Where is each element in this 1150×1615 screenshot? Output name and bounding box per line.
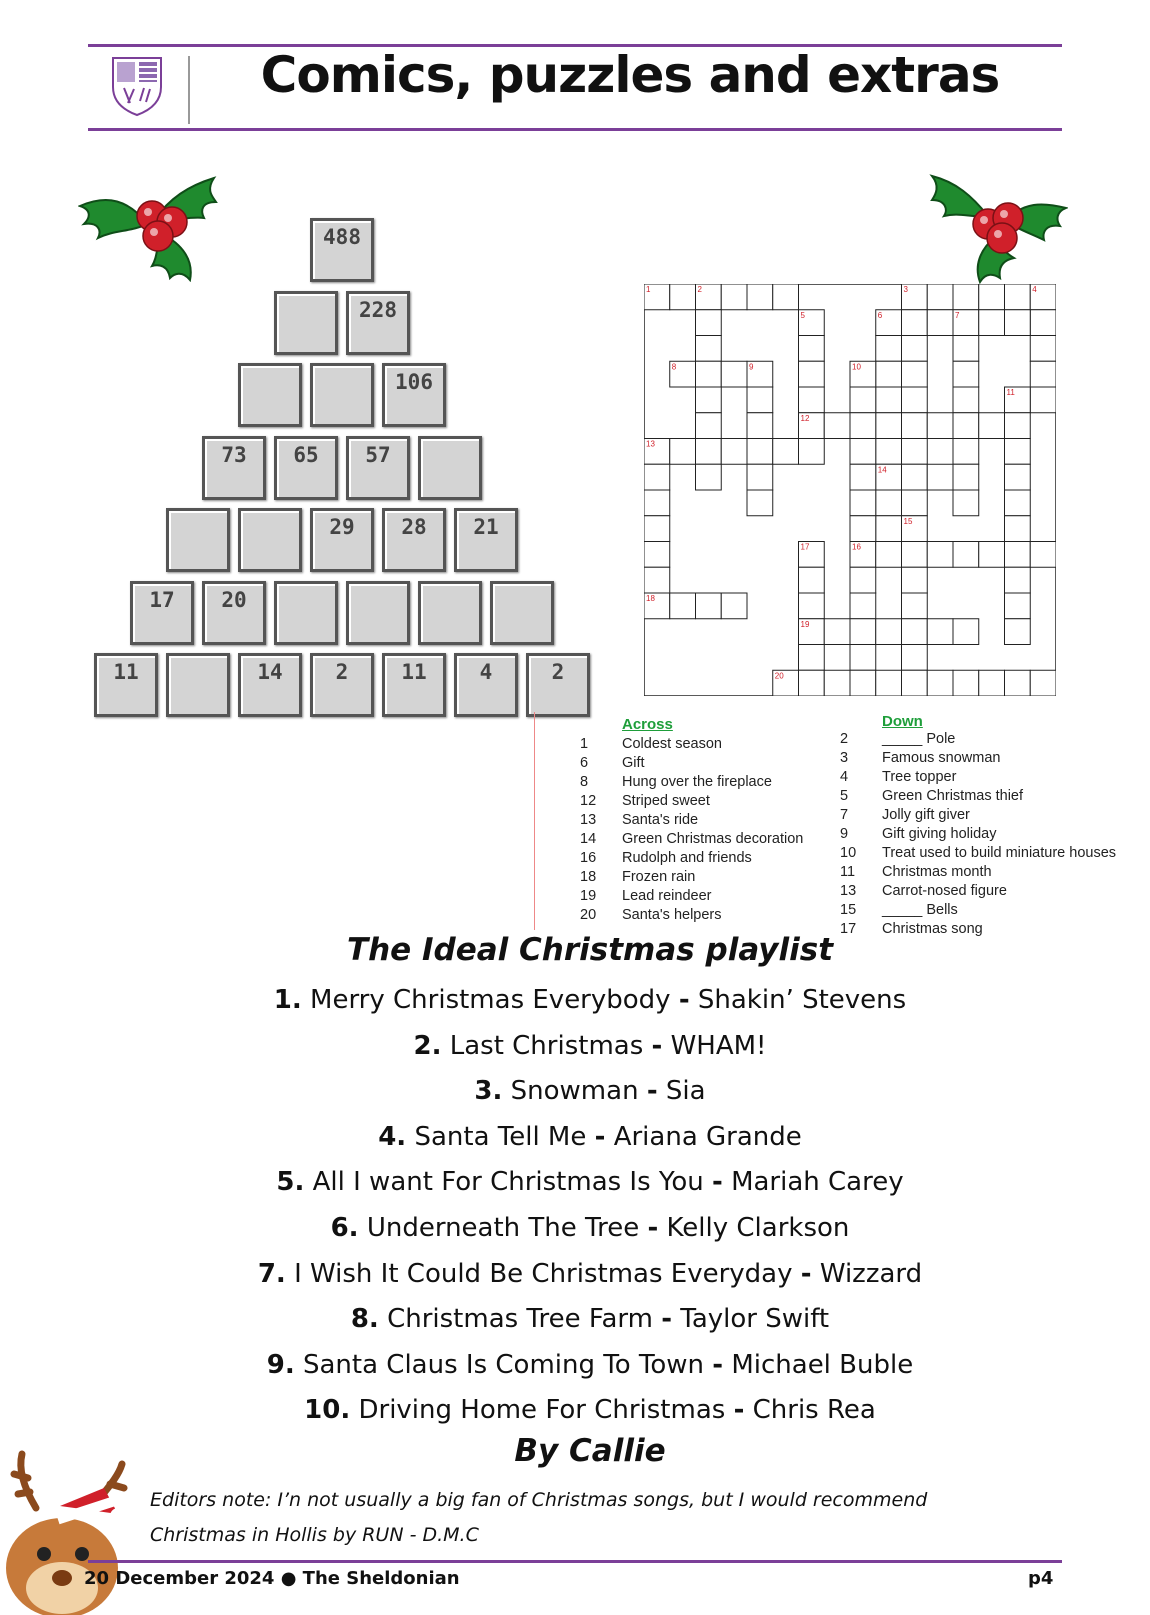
playlist-num: 5. <box>276 1167 305 1198</box>
clue-number: 10 <box>840 845 857 861</box>
footer-rule <box>88 1560 1062 1563</box>
playlist-artist: Wizzard <box>819 1258 923 1289</box>
crossword-cell[interactable] <box>1005 310 1031 336</box>
crossword-number: 19 <box>800 619 810 629</box>
pyramid-cell: 29 <box>310 508 374 572</box>
down-clue <box>840 845 1140 864</box>
playlist-item <box>160 985 1020 1015</box>
crossword-cell[interactable] <box>979 542 1005 568</box>
crossword-cell[interactable] <box>876 516 902 542</box>
playlist-item <box>160 1167 1020 1197</box>
pyramid-cell: 20 <box>202 581 266 645</box>
clue-number: 16 <box>580 850 597 866</box>
crossword-cell[interactable] <box>696 361 722 387</box>
clue-number: 3 <box>840 750 849 766</box>
crossword-cell[interactable] <box>799 336 825 362</box>
playlist-sep: - <box>651 1030 663 1061</box>
crossword-cell[interactable] <box>799 387 825 413</box>
crossword-cell[interactable] <box>902 542 928 568</box>
crossword-cell[interactable] <box>1005 490 1031 516</box>
across-clue <box>580 774 840 793</box>
crossword-cell[interactable] <box>850 439 876 465</box>
crossword-cell[interactable] <box>721 439 747 465</box>
crossword-cell[interactable] <box>696 593 722 619</box>
crossword-number: 18 <box>646 594 655 603</box>
crossword-cell[interactable] <box>902 310 928 336</box>
crossword-cell[interactable] <box>927 310 953 336</box>
crossword-cell[interactable] <box>902 645 928 671</box>
crossword-cell[interactable] <box>902 413 928 439</box>
crossword-cell[interactable] <box>1005 413 1031 439</box>
clue-number: 9 <box>840 826 849 842</box>
crossword-cell[interactable] <box>696 439 722 465</box>
footer-issue-info: 20 December 2024 ● The Sheldonian <box>84 1568 460 1589</box>
crossword-number: 4 <box>1032 285 1037 294</box>
crossword-cell[interactable] <box>1005 284 1031 310</box>
crossword-cell[interactable] <box>747 439 773 465</box>
crossword-cell[interactable] <box>824 619 850 645</box>
clue-text: Christmas song <box>882 921 983 937</box>
clue-text: Green Christmas decoration <box>622 831 804 847</box>
crossword-cell[interactable] <box>850 670 876 696</box>
crossword-cell[interactable] <box>747 464 773 490</box>
crossword-cell[interactable] <box>799 567 825 593</box>
playlist-song: Christmas Tree Farm <box>387 1304 653 1335</box>
pyramid-cell <box>418 581 482 645</box>
crossword-cell[interactable] <box>876 413 902 439</box>
page-title: Comics, puzzles and extras <box>260 46 1000 104</box>
crossword-cell[interactable] <box>953 542 979 568</box>
crossword-cell[interactable] <box>696 387 722 413</box>
crossword-cell[interactable] <box>1030 542 1056 568</box>
crossword-cell[interactable] <box>876 387 902 413</box>
crossword-cell[interactable] <box>1005 516 1031 542</box>
clue-number: 11 <box>840 864 856 880</box>
crossword-cell[interactable] <box>799 645 825 671</box>
playlist-item <box>160 1304 1020 1334</box>
crossword-cell[interactable] <box>1030 310 1056 336</box>
clue-text: Coldest season <box>622 736 722 752</box>
across-heading: Across <box>622 716 673 733</box>
crossword-cell[interactable] <box>979 670 1005 696</box>
crossword-number: 10 <box>852 362 861 372</box>
across-clues <box>580 716 840 926</box>
playlist-num: 8. <box>350 1304 379 1335</box>
crossword-cell[interactable] <box>799 439 825 465</box>
header-divider <box>188 56 190 124</box>
crossword-cell[interactable] <box>850 619 876 645</box>
clue-number: 8 <box>580 774 589 790</box>
crossword-cell[interactable] <box>773 439 799 465</box>
crossword-cell[interactable] <box>1030 670 1056 696</box>
crossword-cell[interactable] <box>953 464 979 490</box>
crossword-number: 16 <box>852 542 861 552</box>
crossword-cell[interactable] <box>1005 464 1031 490</box>
crossword-number: 1 <box>646 285 651 294</box>
playlist-song: Underneath The Tree <box>366 1213 640 1243</box>
playlist-num: 2. <box>413 1030 442 1061</box>
clue-text: Gift <box>622 755 645 771</box>
crossword-cell[interactable] <box>670 593 696 619</box>
playlist-item <box>160 1031 1020 1061</box>
clue-text: Hung over the fireplace <box>622 774 772 790</box>
clue-number: 1 <box>580 736 589 752</box>
pyramid-cell: 228 <box>346 291 410 355</box>
pyramid-cell <box>274 581 338 645</box>
crossword-cell[interactable] <box>1005 542 1031 568</box>
playlist-num: 6. <box>330 1213 359 1243</box>
crossword-cell[interactable] <box>953 670 979 696</box>
crossword-cell[interactable] <box>747 490 773 516</box>
crossword-number: 12 <box>800 413 810 423</box>
crossword-cell[interactable] <box>953 361 979 387</box>
clue-text: Santa's ride <box>622 812 699 828</box>
crossword-cell[interactable] <box>696 464 722 490</box>
pyramid-cell: 11 <box>382 653 446 717</box>
footer-page-number: p4 <box>1028 1568 1054 1589</box>
clue-text: Famous snowman <box>882 750 1001 766</box>
across-clue <box>580 793 840 812</box>
crossword-cell[interactable] <box>876 542 902 568</box>
crossword-cell[interactable] <box>799 670 825 696</box>
playlist-item <box>160 1350 1020 1380</box>
playlist-song: Driving Home For Christmas <box>358 1395 726 1426</box>
playlist-artist: Mariah Carey <box>731 1167 904 1198</box>
crossword-cell[interactable] <box>696 336 722 362</box>
crossword-cell[interactable] <box>747 284 773 310</box>
down-heading: Down <box>882 713 923 730</box>
playlist-song: Santa Claus Is Coming To Town <box>303 1349 704 1380</box>
pyramid-cell: 17 <box>130 581 194 645</box>
across-clue <box>580 831 840 850</box>
down-clues <box>840 713 1140 940</box>
crossword-cell[interactable] <box>644 567 670 593</box>
crossword-cell[interactable] <box>1030 361 1056 387</box>
crossword-cell[interactable] <box>773 284 799 310</box>
crossword-cell[interactable] <box>953 439 979 465</box>
playlist-sep: - <box>800 1258 812 1289</box>
crossword-number: 15 <box>903 516 913 526</box>
clue-text: Frozen rain <box>622 869 696 885</box>
crossword-cell[interactable] <box>850 567 876 593</box>
clue-text: Green Christmas thief <box>882 788 1024 804</box>
playlist-artist: Ariana Grande <box>613 1121 802 1152</box>
crossword-cell[interactable] <box>876 336 902 362</box>
playlist-item <box>160 1122 1020 1152</box>
clue-divider <box>534 712 535 930</box>
crossword-cell[interactable] <box>927 284 953 310</box>
crossword-cell[interactable] <box>876 439 902 465</box>
crossword-cell[interactable] <box>876 361 902 387</box>
crossword-cell[interactable] <box>953 336 979 362</box>
playlist-sep: - <box>594 1121 606 1152</box>
clue-text: Santa's helpers <box>622 907 722 923</box>
clue-text: _____ Pole <box>882 731 956 747</box>
clue-number: 2 <box>840 731 849 747</box>
crossword-cell[interactable] <box>876 619 902 645</box>
crossword-cell[interactable] <box>1005 593 1031 619</box>
pyramid-cell: 11 <box>94 653 158 717</box>
crossword-cell[interactable] <box>721 284 747 310</box>
crossword-cell[interactable] <box>979 284 1005 310</box>
playlist-artist: Taylor Swift <box>680 1304 830 1335</box>
crossword-cell[interactable] <box>979 413 1005 439</box>
crossword-cell[interactable] <box>953 490 979 516</box>
holly-right-icon <box>928 172 1068 284</box>
across-clue <box>580 888 840 907</box>
crossword-cell[interactable] <box>902 361 928 387</box>
clue-text: Christmas month <box>882 864 992 880</box>
clue-text: Treat used to build miniature houses <box>882 845 1117 861</box>
crossword-cell[interactable] <box>902 567 928 593</box>
crossword-cell[interactable] <box>799 593 825 619</box>
crossword-number: 17 <box>800 542 810 552</box>
across-clue <box>580 869 840 888</box>
crossword-cell[interactable] <box>850 413 876 439</box>
pyramid-cell <box>166 653 230 717</box>
playlist-item <box>160 1076 1020 1106</box>
crossword-cell[interactable] <box>747 387 773 413</box>
across-clue <box>580 907 840 926</box>
crossword-cell[interactable] <box>902 439 928 465</box>
pyramid-cell: 73 <box>202 436 266 500</box>
crossword-cell[interactable] <box>696 310 722 336</box>
down-clue <box>840 731 1140 750</box>
clue-number: 7 <box>840 807 849 823</box>
playlist-num: 4. <box>378 1121 407 1152</box>
playlist-sep: - <box>646 1076 658 1107</box>
pyramid-cell <box>418 436 482 500</box>
crossword-cell[interactable] <box>1005 567 1031 593</box>
crossword-cell[interactable] <box>824 413 850 439</box>
pyramid-cell: 57 <box>346 436 410 500</box>
clue-number: 14 <box>580 831 597 847</box>
down-clue <box>840 807 1140 826</box>
clue-text: Jolly gift giver <box>882 807 970 823</box>
crossword-cell[interactable] <box>799 361 825 387</box>
down-clue <box>840 826 1140 845</box>
crossword-cell[interactable] <box>1005 619 1031 645</box>
crossword-cell[interactable] <box>747 413 773 439</box>
pyramid-cell: 65 <box>274 436 338 500</box>
crossword-cell[interactable] <box>850 464 876 490</box>
down-clue <box>840 864 1140 883</box>
crossword-cell[interactable] <box>902 387 928 413</box>
clue-number: 20 <box>580 907 597 923</box>
down-clue <box>840 769 1140 788</box>
pyramid-cell <box>238 363 302 427</box>
crossword-cell[interactable] <box>902 336 928 362</box>
playlist-sep: - <box>678 985 690 1015</box>
playlist-num: 7. <box>257 1258 286 1289</box>
clue-number: 12 <box>580 793 597 809</box>
playlist-item <box>160 1259 1020 1289</box>
clue-text: Lead reindeer <box>622 888 712 904</box>
pyramid-cell <box>238 508 302 572</box>
pyramid-cell: 21 <box>454 508 518 572</box>
crossword-cell[interactable] <box>1030 336 1056 362</box>
playlist-num: 1. <box>273 985 302 1015</box>
playlist-sep: - <box>661 1304 672 1335</box>
crossword-cell[interactable] <box>902 464 928 490</box>
crossword-cell[interactable] <box>850 387 876 413</box>
playlist-artist: Sia <box>665 1076 706 1107</box>
playlist-song: Last Christmas <box>449 1030 644 1061</box>
crossword-cell[interactable] <box>953 387 979 413</box>
playlist-artist: Shakin’ Stevens <box>697 985 907 1015</box>
playlist-song: Santa Tell Me <box>414 1121 587 1152</box>
down-clue <box>840 902 1140 921</box>
pyramid-cell: 28 <box>382 508 446 572</box>
crossword-cell[interactable] <box>927 619 953 645</box>
crossword-cell[interactable] <box>1005 439 1031 465</box>
clue-number: 13 <box>840 883 857 899</box>
playlist-item <box>160 1395 1020 1425</box>
clue-number: 19 <box>580 888 597 904</box>
down-clue <box>840 788 1140 807</box>
crossword-cell[interactable] <box>670 284 696 310</box>
playlist-sep: - <box>733 1395 745 1426</box>
playlist-artist: WHAM! <box>670 1030 767 1061</box>
pyramid-cell <box>310 363 374 427</box>
crossword-number: 9 <box>749 362 754 372</box>
editors-note-line-1: Editors note: I’n not usually a big fan of Christmas songs, but I would recommend <box>150 1489 928 1511</box>
crossword-number: 6 <box>877 310 883 320</box>
crossword-cell[interactable] <box>902 593 928 619</box>
crossword-cell[interactable] <box>927 464 953 490</box>
crossword-cell[interactable] <box>850 645 876 671</box>
crossword-cell[interactable] <box>850 593 876 619</box>
crossword-cell[interactable] <box>850 516 876 542</box>
clue-number: 18 <box>580 869 597 885</box>
playlist-num: 10. <box>304 1395 351 1426</box>
playlist-sep: - <box>712 1167 723 1198</box>
pyramid-cell <box>274 291 338 355</box>
crossword-grid <box>644 284 1056 696</box>
playlist-item <box>160 1213 1020 1243</box>
crossword-number: 20 <box>774 671 784 681</box>
crossword-cell[interactable] <box>644 464 670 490</box>
playlist-artist: Michael Buble <box>731 1349 914 1380</box>
school-crest-logo <box>110 55 164 117</box>
clue-number: 13 <box>580 812 597 828</box>
crossword-cell[interactable] <box>953 284 979 310</box>
crossword-cell[interactable] <box>902 619 928 645</box>
across-clue <box>580 812 840 831</box>
clue-text: Striped sweet <box>622 793 710 809</box>
editors-note-line-2: Christmas in Hollis by RUN - D.M.C <box>150 1524 479 1546</box>
pyramid-cell: 4 <box>454 653 518 717</box>
pyramid-cell <box>490 581 554 645</box>
playlist-song: Snowman <box>510 1076 639 1107</box>
crossword-cell[interactable] <box>902 670 928 696</box>
crossword-cell[interactable] <box>953 619 979 645</box>
playlist-num: 3. <box>474 1076 503 1107</box>
crossword-cell[interactable] <box>927 413 953 439</box>
clue-number: 4 <box>840 769 849 785</box>
crossword-cell[interactable] <box>644 490 670 516</box>
playlist-song: I Wish It Could Be Christmas Everyday <box>294 1258 793 1289</box>
crossword-cell[interactable] <box>876 670 902 696</box>
crossword-cell[interactable] <box>1030 387 1056 413</box>
header-rule-bottom <box>88 128 1062 131</box>
clue-text: Rudolph and friends <box>622 850 752 866</box>
crossword-cell[interactable] <box>876 490 902 516</box>
down-clue <box>840 883 1140 902</box>
playlist-byline: By Callie <box>514 1433 666 1469</box>
playlist-sep: - <box>647 1213 659 1243</box>
crossword-cell[interactable] <box>644 516 670 542</box>
crossword-number: 14 <box>877 465 887 475</box>
pyramid-cell <box>346 581 410 645</box>
crossword-cell[interactable] <box>696 413 722 439</box>
pyramid-cell: 2 <box>310 653 374 717</box>
crossword-number: 2 <box>697 285 702 294</box>
playlist-artist: Kelly Clarkson <box>666 1213 850 1243</box>
holly-left-icon <box>78 170 218 282</box>
across-clue <box>580 736 840 755</box>
crossword-number: 7 <box>955 310 960 320</box>
pyramid-cell: 2 <box>526 653 590 717</box>
clue-number: 15 <box>840 902 857 918</box>
crossword-cell[interactable] <box>927 670 953 696</box>
clue-text: Gift giving holiday <box>882 826 997 842</box>
crossword-cell[interactable] <box>1005 670 1031 696</box>
pyramid-cell: 488 <box>310 218 374 282</box>
clue-text: _____ Bells <box>882 902 958 918</box>
clue-number: 6 <box>580 755 589 771</box>
playlist-num: 9. <box>266 1349 295 1380</box>
reindeer-icon <box>0 1448 145 1615</box>
crossword-cell[interactable] <box>721 361 747 387</box>
crossword-cell[interactable] <box>902 490 928 516</box>
crossword-cell[interactable] <box>644 542 670 568</box>
crossword-number: 3 <box>903 285 908 294</box>
playlist-song: Merry Christmas Everybody <box>310 985 671 1015</box>
crossword-number: 13 <box>646 439 655 449</box>
crossword-cell[interactable] <box>850 490 876 516</box>
crossword-cell[interactable] <box>824 670 850 696</box>
clue-text: Carrot-nosed figure <box>882 883 1007 899</box>
down-clue <box>840 750 1140 769</box>
playlist-title: The Ideal Christmas playlist <box>346 932 834 968</box>
crossword-cell[interactable] <box>953 413 979 439</box>
clue-number: 17 <box>840 921 857 937</box>
crossword-number: 8 <box>671 362 677 372</box>
crossword-number: 11 <box>1006 388 1015 397</box>
across-clue <box>580 755 840 774</box>
across-clue <box>580 850 840 869</box>
pyramid-cell <box>166 508 230 572</box>
playlist-artist: Chris Rea <box>752 1395 876 1426</box>
crossword-cell[interactable] <box>927 542 953 568</box>
clue-text: Tree topper <box>882 769 957 785</box>
pyramid-cell: 106 <box>382 363 446 427</box>
playlist-sep: - <box>712 1349 724 1380</box>
crossword-cell[interactable] <box>979 310 1005 336</box>
pyramid-cell: 14 <box>238 653 302 717</box>
playlist-song: All I want For Christmas Is You <box>312 1167 704 1198</box>
clue-number: 5 <box>840 788 849 804</box>
crossword-number: 5 <box>800 310 805 320</box>
crossword-cell[interactable] <box>670 439 696 465</box>
crossword-cell[interactable] <box>721 593 747 619</box>
